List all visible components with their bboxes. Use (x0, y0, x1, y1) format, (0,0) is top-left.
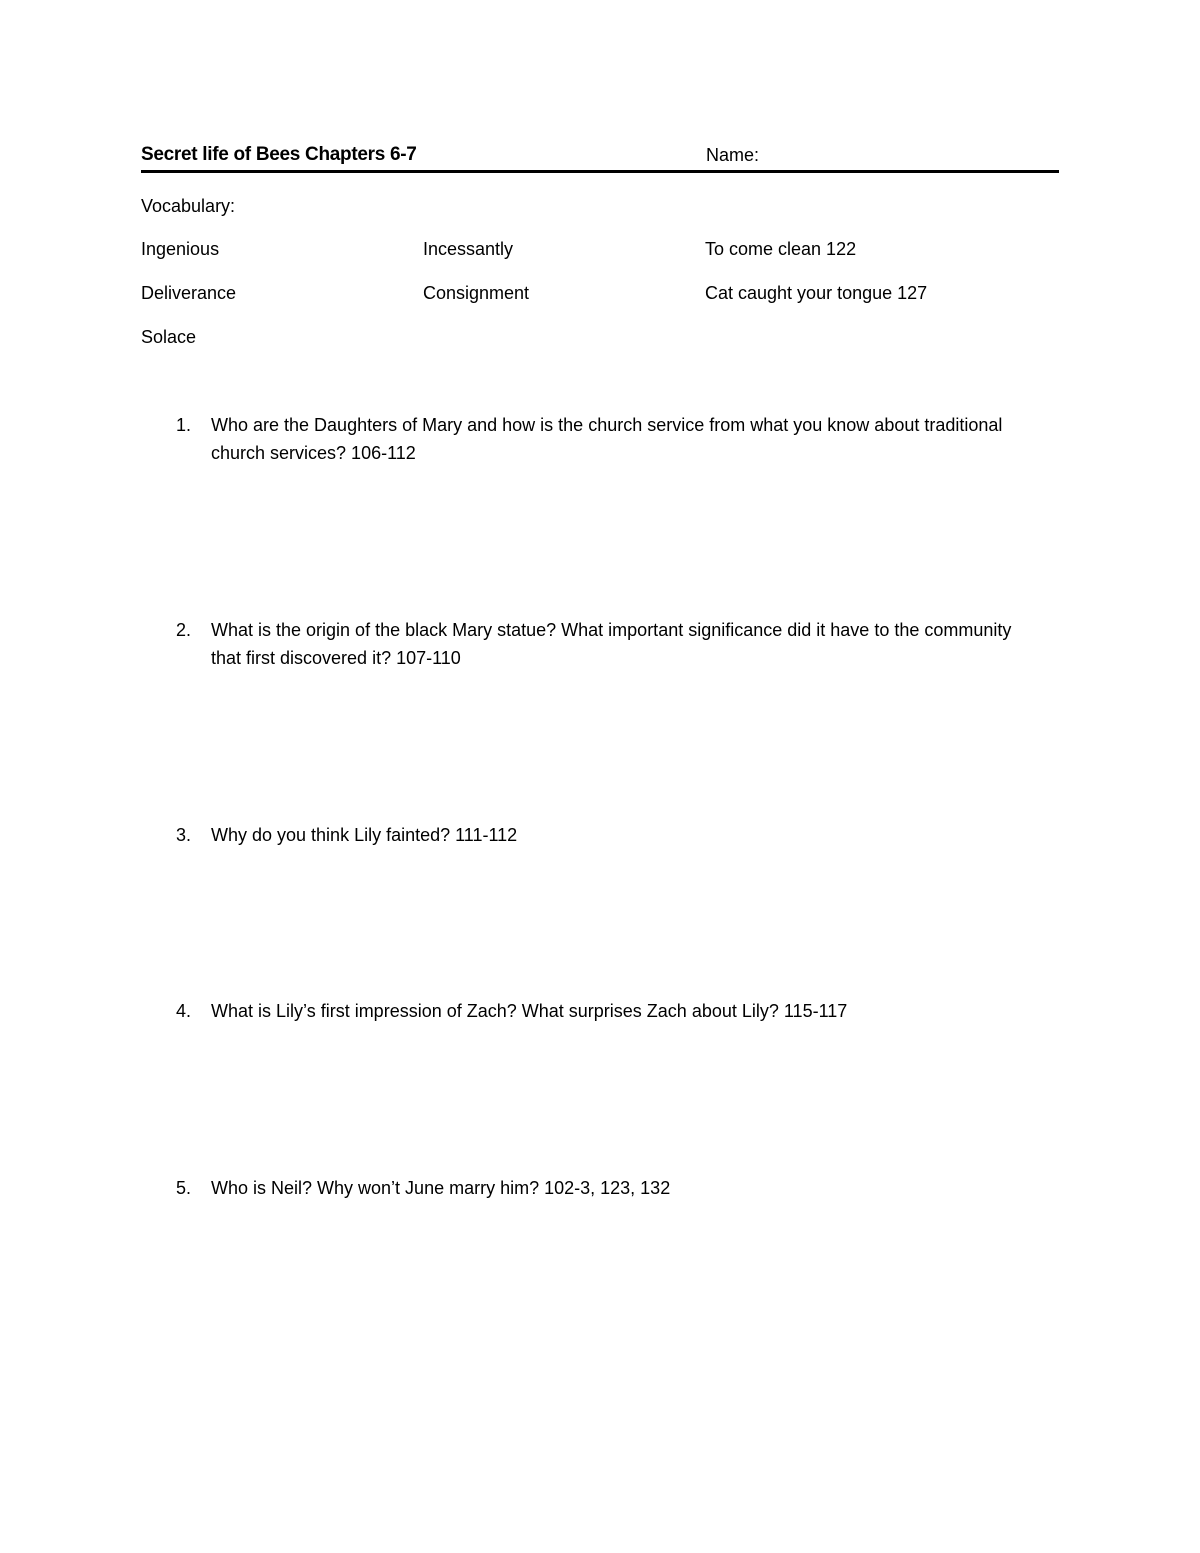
question-item (176, 616, 1036, 676)
name-label: Name: (706, 145, 760, 165)
question-number: 1. (176, 415, 192, 435)
vocabulary-word: To come clean 122 (705, 239, 857, 259)
vocabulary-heading: Vocabulary: (141, 196, 236, 216)
question-text: What is the origin of the black Mary statue? What important significance did it have to the community that first discovered it? 107-110 (211, 620, 1012, 668)
question-number: 3. (176, 825, 192, 845)
question-number: 2. (176, 620, 192, 640)
vocabulary-word: Incessantly (423, 239, 514, 259)
question-item (176, 821, 1036, 851)
worksheet-header (141, 142, 1059, 172)
question-text: What is Lily’s first impression of Zach? What surprises Zach about Lily? 115-117 (211, 1001, 848, 1021)
vocabulary-word: Deliverance (141, 283, 237, 303)
vocabulary-row (141, 281, 1059, 325)
question-number: 5. (176, 1178, 192, 1198)
question-number: 4. (176, 1001, 192, 1021)
question-text: Who is Neil? Why won’t June marry him? 102-3, 123, 132 (211, 1178, 671, 1198)
question-item (176, 411, 1036, 471)
vocabulary-word: Solace (141, 327, 197, 347)
worksheet-title: Secret life of Bees Chapters 6-7 (141, 144, 417, 165)
vocabulary-list (141, 237, 1059, 369)
question-text: Who are the Daughters of Mary and how is the church service from what you know about traditional church services? 106-112 (211, 415, 1003, 463)
question-item (176, 997, 1036, 1027)
vocabulary-row (141, 325, 1059, 369)
question-text: Why do you think Lily fainted? 111-112 (211, 825, 518, 845)
vocabulary-word: Consignment (423, 283, 530, 303)
vocabulary-word: Cat caught your tongue 127 (705, 283, 928, 303)
question-item (176, 1174, 1036, 1204)
vocabulary-row (141, 237, 1059, 281)
vocabulary-word: Ingenious (141, 239, 220, 259)
header-rule (141, 170, 1059, 173)
